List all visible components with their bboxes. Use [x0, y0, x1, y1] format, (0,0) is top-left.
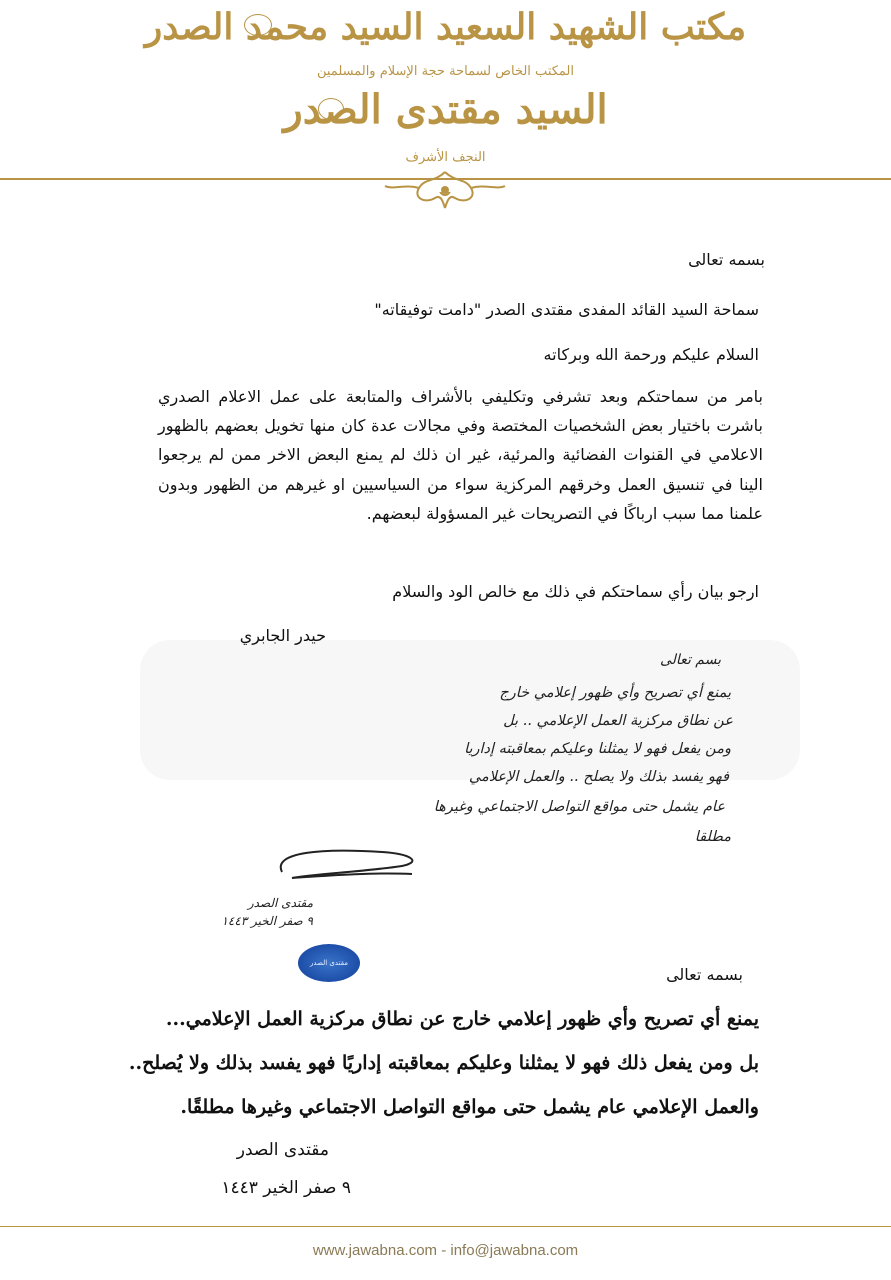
transcription-name: مقتدى الصدر [236, 1140, 329, 1160]
footer-divider [0, 1226, 891, 1227]
letter-request: ارجو بيان رأي سماحتكم في ذلك مع خالص الود والسلام [392, 582, 759, 601]
letter-greeting: السلام عليكم ورحمة الله وبركاته [543, 345, 759, 364]
letterhead-special-office: المكتب الخاص لسماحة حجة الإسلام والمسلمين [316, 64, 575, 79]
letterhead-person-name: السيد مقتدى الصدر [283, 86, 608, 133]
watermark-icon [120, 560, 820, 860]
letter-signature: حيدر الجابري [239, 626, 326, 645]
handwritten-line: عام يشمل حتى مواقع التواصل الاجتماعي وغيرها [433, 799, 725, 815]
footer-contact: www.jawabna.com - info@jawabna.com [312, 1242, 579, 1259]
handwritten-line: يمنع أي تصريح وأي ظهور إعلامي خارج [499, 685, 731, 701]
handwritten-signature-name: مقتدى الصدر [247, 896, 313, 910]
handwritten-line: عن نطاق مركزية العمل الإعلامي .. بل [503, 713, 733, 729]
letter-opening: بسمه تعالى [688, 250, 765, 269]
transcription-line: يمنع أي تصريح وأي ظهور إعلامي خارج عن نطاق مركزية العمل الإعلامي... [165, 1008, 759, 1030]
letterhead-city: النجف الأشرف [405, 150, 486, 165]
letterhead-office-title: مكتب الشهيد السعيد السيد محمد الصدر [144, 6, 747, 48]
ornament-icon [365, 168, 525, 212]
transcription-date: ٩ صفر الخير ١٤٤٣ [221, 1178, 351, 1198]
transcription-heading: بسمه تعالى [666, 965, 743, 984]
handwritten-line: ومن يفعل فهو لا يمثلنا وعليكم بمعاقبته إداريا [464, 741, 731, 757]
handwritten-line: فهو يفسد بذلك ولا يصلح .. والعمل الإعلامي [468, 769, 729, 785]
signature-flourish-icon [262, 842, 432, 892]
transcription-line: والعمل الإعلامي عام يشمل حتى مواقع التواصل الاجتماعي وغيرها مطلقًا. [180, 1096, 759, 1118]
handwritten-heading: بسم تعالى [659, 652, 721, 668]
handwritten-line: مطلقا [694, 829, 731, 845]
handwritten-signature-date: ٩ صفر الخير ١٤٤٣ [221, 914, 313, 928]
official-stamp [298, 944, 360, 982]
letter-addressee: سماحة السيد القائد المفدى مقتدى الصدر "دامت توفيقاته" [374, 300, 759, 319]
stamp-text: مقتدى الصدر [310, 959, 348, 967]
letterhead-honorific-seal-icon [244, 14, 272, 36]
letter-body: بامر من سماحتكم وبعد تشرفي وتكليفي بالأشراف والمتابعة على عمل الاعلام الصدري باشرت باختيار بعض الشخصيات المختصة وفي مجالات عدة كان منها تخويل بعضهم بالظهور الاعلامي في القنوات الفضائية والمرئية، غير ان ذلك لم يمنع البعض الاخر ممن لم يرجعوا الينا في تنسيق العمل وخرقهم المركزية سواء من السياسيين او غيرهم من الظهور وبدون علمنا مما سبب ارباكًا في التصريحات غير المسؤولة لبعضهم. [158, 387, 763, 523]
transcription-line: بل ومن يفعل ذلك فهو لا يمثلنا وعليكم بمعاقبته إداريًا فهو يفسد بذلك ولا يُصلح.. [128, 1052, 759, 1074]
letterhead-honorific-seal-icon [318, 98, 344, 120]
